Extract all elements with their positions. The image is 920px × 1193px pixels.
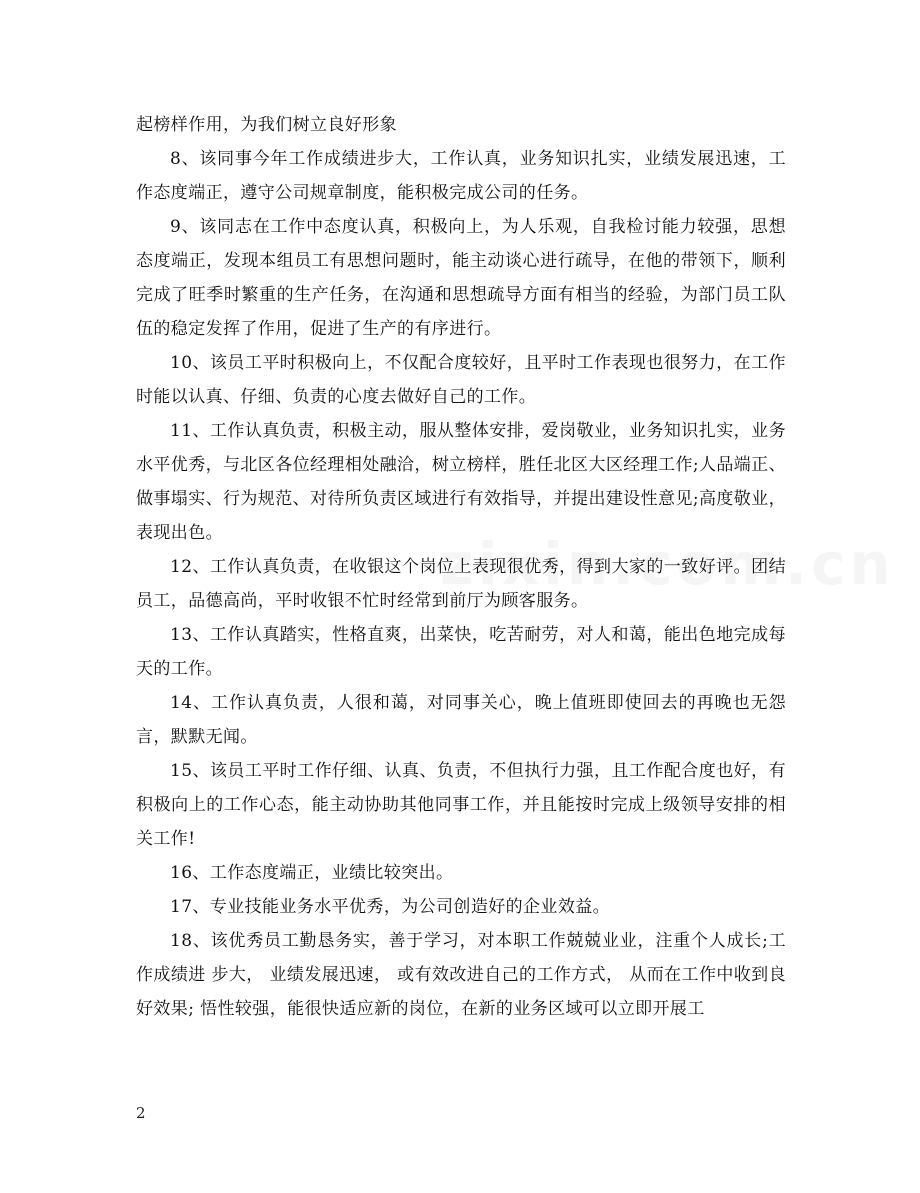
paragraph-11: 11、工作认真负责，积极主动，服从整体安排，爱岗敬业，业务知识扎实，业务水平优秀，与北区各位经理相处融洽，树立榜样，胜任北区大区经理工作;人品端正、做事塌实、行为规范、对待所负责区域进行有效指导，并提出建设性意见;高度敬业，表现出色。	[136, 421, 786, 543]
paragraph-13: 13、工作认真踏实，性格直爽，出菜快，吃苦耐劳，对人和蔼，能出色地完成每天的工作。	[136, 625, 786, 679]
paragraph-9: 9、该同志在工作中态度认真，积极向上，为人乐观，自我检讨能力较强，思想态度端正，发现本组员工有思想问题时，能主动谈心进行疏导，在他的带领下，顺利完成了旺季时繁重的生产任务，在沟通和思想疏导方面有相当的经验，为部门员工队伍的稳定发挥了作用，促进了生产的有序进行。	[136, 217, 786, 339]
paragraph-14: 14、工作认真负责，人很和蔼，对同事关心，晚上值班即使回去的再晚也无怨言，默默无闻。	[136, 693, 786, 747]
paragraph-16: 16、工作态度端正，业绩比较突出。	[170, 863, 454, 883]
paragraph-18: 18、该优秀员工勤恳务实，善于学习，对本职工作兢兢业业，注重个人成长;工作成绩进 步大， 业绩发展迅速， 或有效改进自己的工作方式， 从而在工作中收到良好效果; 悟性较强，能很快适应新的岗位，在新的业务区域可以立即开展工	[136, 931, 786, 1019]
paragraph-continued: 起榜样作用，为我们树立良好形象	[136, 115, 397, 135]
page-number: 2	[136, 1104, 146, 1122]
document-body	[136, 108, 786, 1026]
paragraph-8: 8、该同事今年工作成绩进步大，工作认真，业务知识扎实，业绩发展迅速，工作态度端正，遵守公司规章制度，能积极完成公司的任务。	[136, 149, 786, 203]
paragraph-10: 10、该员工平时积极向上，不仅配合度较好，且平时工作表现也很努力，在工作时能以认真、仔细、负责的心度去做好自己的工作。	[136, 353, 786, 407]
paragraph-15: 15、该员工平时工作仔细、认真、负责，不但执行力强，且工作配合度也好，有积极向上的工作心态，能主动协助其他同事工作，并且能按时完成上级领导安排的相关工作!	[136, 761, 786, 849]
paragraph-12: 12、工作认真负责，在收银这个岗位上表现很优秀，得到大家的一致好评。团结员工，品德高尚，平时收银不忙时经常到前厅为顾客服务。	[136, 557, 786, 611]
paragraph-17: 17、专业技能业务水平优秀，为公司创造好的企业效益。	[170, 897, 611, 917]
